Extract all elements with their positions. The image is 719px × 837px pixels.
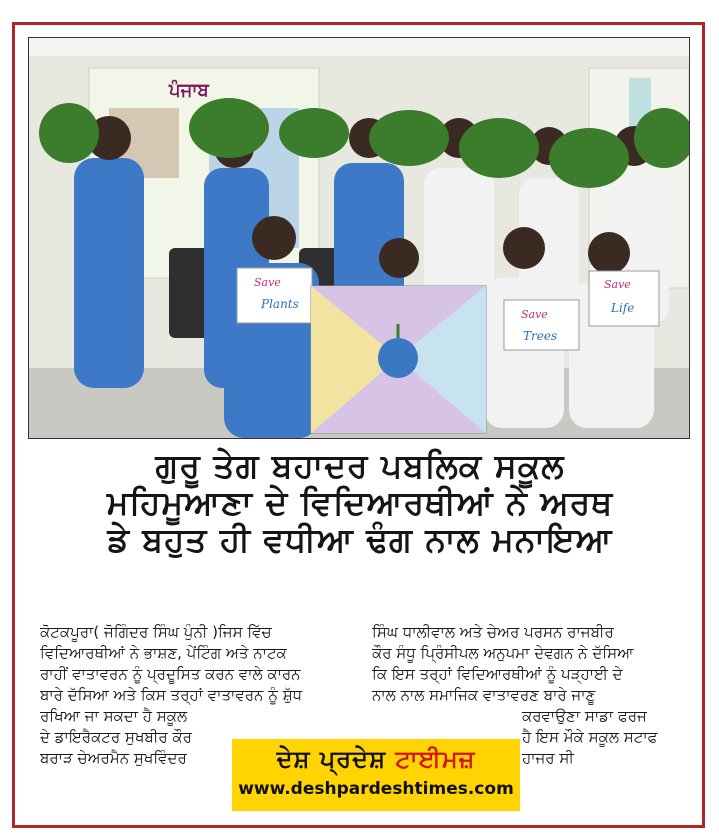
article-line: ਵਿਦਿਆਰਥੀਆਂ ਨੇ ਭਾਸ਼ਣ, ਪੇਂਟਿੰਗ ਅਤੇ ਨਾਟਕ <box>40 644 287 662</box>
poster-trees-line1: Save <box>521 308 548 321</box>
article-line: ਕਿ ਇਸ ਤਰ੍ਹਾਂ ਵਿਦਿਆਰਥੀਆਂ ਨੂੰ ਪੜ੍ਹਾਈ ਦੇ <box>372 665 623 683</box>
brand-name <box>232 745 520 773</box>
board-title: ਪੰਜਾਬ <box>169 80 209 101</box>
article-line: ਰਖਿਆ ਜਾ ਸਕਦਾ ਹੈ ਸਕੂਲ <box>40 707 188 725</box>
article-line: ਬਾਰੇ ਦੱਸਿਆ ਅਤੇ ਕਿਸ ਤਰ੍ਹਾਂ ਵਾਤਾਵਰਨ ਨੂੰ ਸ਼ੁੱਧ <box>40 686 303 704</box>
news-photo <box>28 37 690 439</box>
poster-life-line2: Life <box>611 301 635 315</box>
article-line: ਹੈ ਇਸ ਮੌਕੇ ਸਕੂਲ ਸਟਾਫ <box>522 728 658 746</box>
article-line: ਕਰਵਾਉਣਾ ਸਾਡਾ ਫਰਜ <box>522 707 647 725</box>
publication-logo <box>232 739 520 811</box>
website-url[interactable]: www.deshpardeshtimes.com <box>238 779 514 799</box>
article-line: ਕੋਟਕਪੂਰਾ( ਜੋਗਿੰਦਰ ਸਿੰਘ ਪੁੰਨੀ )ਜਿਸ ਵਿੱਚ <box>40 623 272 641</box>
headline-line-3: ਡੇ ਬਹੁਤ ਹੀ ਵਧੀਆ ਢੰਗ ਨਾਲ ਮਨਾਇਆ <box>107 519 613 559</box>
article-line: ਦੇ ਡਾਇਰੈਕਟਰ ਸੁਖਬੀਰ ਕੌਰ <box>40 728 192 746</box>
brand-name-part2: ਟਾਈਮਜ਼ <box>395 745 476 773</box>
article-line: ਬਰਾੜ ਚੇਅਰਮੈਨ ਸੁਖਵਿੰਦਰ <box>40 749 187 767</box>
article-line: ਹਾਜਰ ਸੀ <box>522 749 574 767</box>
poster-plants-line2: Plants <box>261 297 299 311</box>
article-line: ਨਾਲ ਨਾਲ ਸਮਾਜਿਕ ਵਾਤਾਵਰਣ ਬਾਰੇ ਜਾਣੂ <box>372 686 596 704</box>
article-line: ਰਾਹੀਂ ਵਾਤਾਵਰਨ ਨੂੰ ਪ੍ਰਦੂਸਿਤ ਕਰਨ ਵਾਲੇ ਕਾਰਨ <box>40 665 301 683</box>
article-line: ਸਿੰਘ ਧਾਲੀਵਾਲ ਅਤੇ ਚੇਅਰ ਪਰਸਨ ਰਾਜਬੀਰ <box>372 623 614 641</box>
article-line: ਕੌਰ ਸੰਧੂ ਪ੍ਰਿੰਸੀਪਲ ਅਨੁਪਮਾ ਦੇਵਗਨ ਨੇ ਦੱਸਿਆ <box>372 644 634 662</box>
brand-name-part1: ਦੇਸ਼ ਪ੍ਰਦੇਸ਼ <box>276 745 387 773</box>
poster-trees-line2: Trees <box>523 329 558 343</box>
headline <box>20 448 700 559</box>
headline-line-2: ਮਹਿਮੂਆਣਾ ਦੇ ਵਿਦਿਆਰਥੀਆਂ ਨੇ ਅਰਥ <box>106 482 614 522</box>
headline-line-1: ਗੁਰੂ ਤੇਗ ਬਹਾਦਰ ਪਬਲਿਕ ਸਕੂਲ <box>155 446 565 485</box>
poster-life-line1: Save <box>604 278 631 291</box>
poster-plants-line1: Save <box>254 276 281 289</box>
